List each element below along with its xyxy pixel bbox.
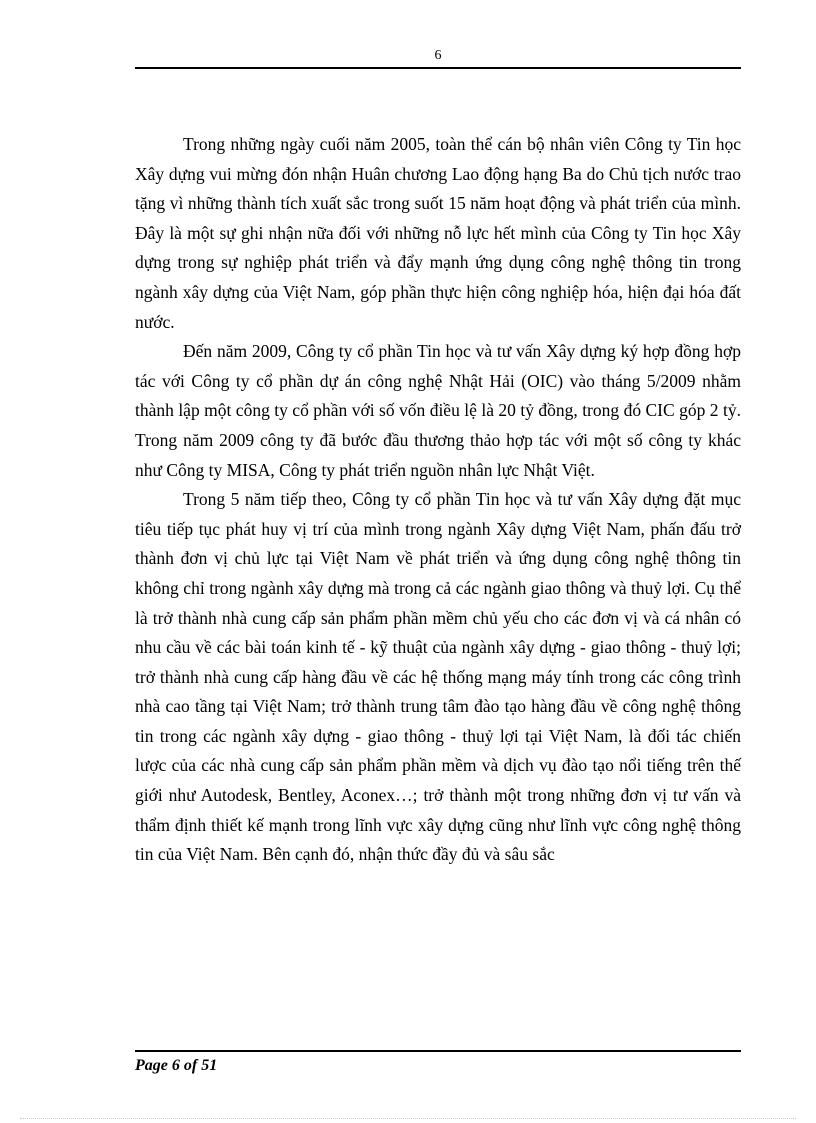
page-footer: Page 6 of 51 [135, 1057, 218, 1074]
header-rule [135, 67, 741, 69]
paragraph: Đến năm 2009, Công ty cổ phần Tin học và tư vấn Xây dựng ký hợp đồng hợp tác với Công ty cổ phần dự án công nghệ Nhật Hải (OIC) vào tháng 5/2009 nhằm thành lập một công ty cổ phần với số vốn điều lệ là 20 tỷ đồng, trong đó CIC góp 2 tỷ. Trong năm 2009 công ty đã bước đầu thương thảo hợp tác với một số công ty khác như Công ty MISA, Công ty phát triển nguồn nhân lực Nhật Việt. [135, 341, 741, 480]
document-body [135, 130, 741, 870]
page-header [135, 48, 741, 70]
paragraph: Trong 5 năm tiếp theo, Công ty cổ phần Tin học và tư vấn Xây dựng đặt mục tiêu tiếp tục phát huy vị trí của mình trong ngành Xây dựng Việt Nam, phấn đấu trở thành đơn vị chủ lực tại Việt Nam về phát triển và ứng dụng công nghệ thông tin không chỉ trong ngành xây dựng mà trong cả các ngành giao thông và thuỷ lợi. Cụ thể là trở thành nhà cung cấp sản phẩm phần mềm chủ yếu cho các đơn vị và cá nhân có nhu cầu về các bài toán kinh tế - kỹ thuật của ngành xây dựng - giao thông - thuỷ lợi; trở thành nhà cung cấp hàng đầu về các hệ thống mạng máy tính trong các công trình nhà cao tầng tại Việt Nam; trở thành trung tâm đào tạo hàng đầu về công nghệ thông tin trong các ngành xây dựng - giao thông - thuỷ lợi tại Việt Nam, là đối tác chiến lược của các nhà cung cấp sản phẩm phần mềm và dịch vụ đào tạo nổi tiếng trên thế giới như Autodesk, Bentley, Aconex…; trở thành một trong những đơn vị tư vấn và thẩm định thiết kế mạnh trong lĩnh vực xây dựng cũng như lĩnh vực công nghệ thông tin của Việt Nam. Bên cạnh đó, nhận thức đầy đủ và sâu sắc [135, 489, 741, 865]
page-number: 6 [434, 48, 442, 63]
footer-rule [135, 1050, 741, 1052]
page-edge-divider [20, 1118, 796, 1119]
paragraph: Trong những ngày cuối năm 2005, toàn thể cán bộ nhân viên Công ty Tin học Xây dựng vui mừng đón nhận Huân chương Lao động hạng Ba do Chủ tịch nước trao tặng vì những thành tích xuất sắc trong suốt 15 năm hoạt động và phát triển của mình. Đây là một sự ghi nhận nữa đối với những nỗ lực hết mình của Công ty Tin học Xây dựng trong sự nghiệp phát triển và đẩy mạnh ứng dụng công nghệ thông tin trong ngành xây dựng của Việt Nam, góp phần thực hiện công nghiệp hóa, hiện đại hóa đất nước. [135, 134, 741, 332]
